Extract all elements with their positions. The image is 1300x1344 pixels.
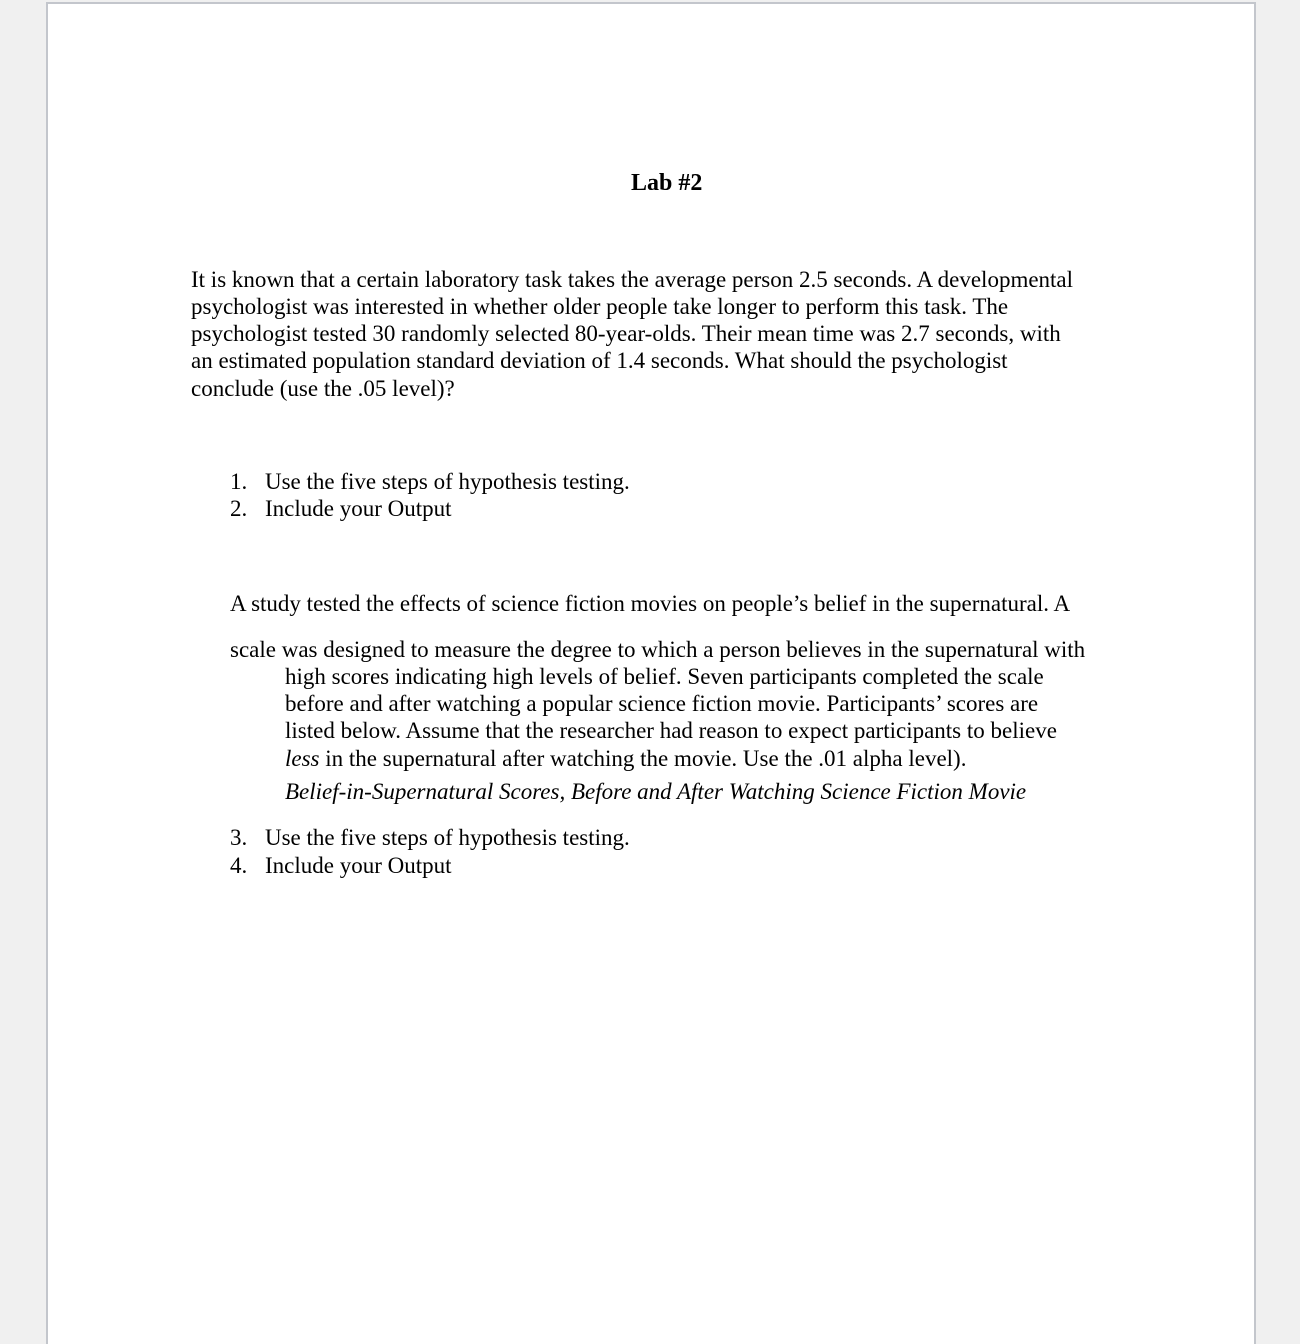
list-item bbox=[230, 824, 630, 851]
emphasis-text: less bbox=[285, 746, 320, 771]
problem2-text: in the supernatural after watching the movie. Use the .01 alpha level). bbox=[319, 746, 967, 771]
problem1-line: conclude (use the .05 level)? bbox=[191, 376, 455, 401]
list-item bbox=[230, 495, 452, 522]
list-text: Include your Output bbox=[265, 853, 452, 878]
list-text: Use the five steps of hypothesis testing. bbox=[265, 825, 630, 850]
document-title: Lab #2 bbox=[631, 170, 703, 196]
list-number: 1. bbox=[230, 469, 248, 494]
list-text: Include your Output bbox=[265, 496, 452, 521]
problem2-line: listed below. Assume that the researcher had reason to expect participants to believe bbox=[285, 718, 1057, 743]
list-item bbox=[230, 852, 452, 879]
problem2-line: before and after watching a popular science fiction movie. Participants’ scores are bbox=[285, 691, 1039, 716]
problem1-line: psychologist tested 30 randomly selected 80-year-olds. Their mean time was 2.7 seconds, with bbox=[191, 321, 1061, 346]
list-item bbox=[230, 468, 630, 495]
problem2-line: high scores indicating high levels of belief. Seven participants completed the scale bbox=[285, 664, 1044, 689]
problem2-line bbox=[285, 745, 966, 772]
table-caption: Belief-in-Supernatural Scores, Before and After Watching Science Fiction Movie bbox=[285, 779, 1027, 804]
problem1-line: psychologist was interested in whether older people take longer to perform this task. The bbox=[191, 294, 1009, 319]
problem1-line: It is known that a certain laboratory task takes the average person 2.5 seconds. A developmental bbox=[191, 267, 1074, 292]
list-text: Use the five steps of hypothesis testing. bbox=[265, 469, 630, 494]
list-number: 3. bbox=[230, 825, 248, 850]
problem1-line: an estimated population standard deviation of 1.4 seconds. What should the psychologist bbox=[191, 348, 1008, 373]
problem2-line: A study tested the effects of science fiction movies on people’s belief in the supernatural. A bbox=[230, 591, 1071, 616]
list-number: 4. bbox=[230, 853, 248, 878]
list-number: 2. bbox=[230, 496, 248, 521]
problem2-line: scale was designed to measure the degree to which a person believes in the supernatural with bbox=[230, 637, 1086, 662]
